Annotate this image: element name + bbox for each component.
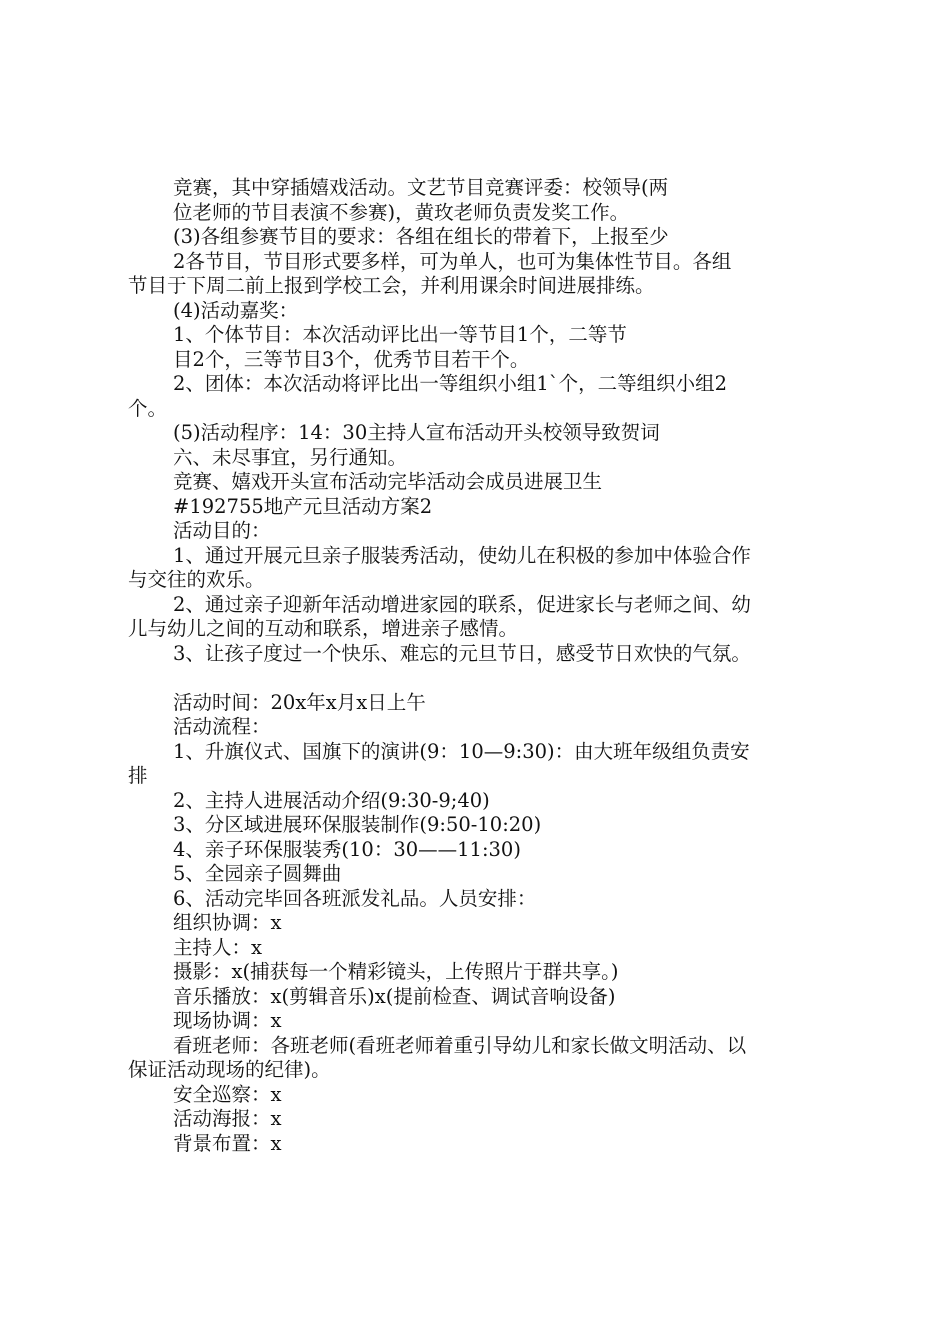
text-line: 1、个体节目：本次活动评比出一等节目1个，二等节 — [173, 323, 627, 346]
text-line: 6、活动完毕回各班派发礼品。人员安排： — [173, 886, 537, 910]
text-line: 2、团体：本次活动将评比出一等组织小组1`个，二等组织小组2 — [173, 372, 727, 395]
text-line: 摄影：x(捕获每一个精彩镜头，上传照片于群共享。) — [173, 960, 619, 983]
text-line: 竞赛、嬉戏开头宣布活动完毕活动会成员进展卫生 — [173, 470, 603, 493]
text-line: 六、未尽事宜，另行通知。 — [173, 445, 408, 469]
text-line: 看班老师：各班老师(看班老师着重引导幼儿和家长做文明活动、以 — [173, 1033, 747, 1057]
text-line: 4、亲子环保服装秀(10：30——11:30) — [173, 837, 521, 861]
text-line: 活动时间：20x年x月x日上午 — [173, 690, 426, 714]
text-line: 排 — [128, 764, 148, 787]
text-line: #192755地产元旦活动方案2 — [173, 494, 433, 518]
text-line: 5、全园亲子圆舞曲 — [173, 862, 342, 885]
text-line: 儿与幼儿之间的互动和联系，增进亲子感情。 — [128, 617, 519, 640]
blank-line — [128, 666, 838, 691]
text-line: 音乐播放：x(剪辑音乐)x(提前检查、调试音响设备) — [173, 984, 616, 1008]
text-line: 2、通过亲子迎新年活动增进家园的联系，促进家长与老师之间、幼 — [173, 592, 751, 616]
text-line: 2各节目，节目形式要多样，可为单人，也可为集体性节目。各组 — [173, 249, 732, 273]
text-line: 保证活动现场的纪律)。 — [128, 1058, 331, 1081]
text-line: 现场协调：x — [173, 1009, 282, 1032]
text-line: 位老师的节目表演不参赛)，黄玫老师负责发奖工作。 — [173, 200, 630, 224]
document-body — [128, 176, 838, 1156]
text-line: 安全巡察：x — [173, 1082, 282, 1106]
text-line: (4)活动嘉奖： — [173, 298, 299, 322]
text-line: (5)活动程序：14：30主持人宣布活动开头校领导致贺词 — [173, 421, 660, 444]
text-line: 组织协调：x — [173, 911, 282, 934]
text-line: 1、通过开展元旦亲子服装秀活动，使幼儿在积极的参加中体验合作 — [173, 543, 751, 567]
text-line: 与交往的欢乐。 — [128, 568, 265, 591]
text-line: 活动目的： — [173, 519, 271, 542]
text-line: 活动流程： — [173, 715, 271, 738]
text-line: (3)各组参赛节目的要求：各组在组长的带着下，上报至少 — [173, 225, 669, 248]
text-line: 目2个，三等节目3个，优秀节目若干个。 — [173, 347, 530, 371]
text-line: 个。 — [128, 396, 168, 420]
text-line: 主持人：x — [173, 935, 262, 959]
text-line: 活动海报：x — [173, 1107, 282, 1130]
text-line: 3、分区域进展环保服装制作(9:50-10:20) — [173, 813, 542, 836]
text-line: 竞赛，其中穿插嬉戏活动。文艺节目竞赛评委：校领导(两 — [173, 176, 669, 199]
text-line: 节目于下周二前上报到学校工会，并利用课余时间进展排练。 — [128, 274, 655, 297]
text-line: 背景布置：x — [173, 1131, 282, 1155]
text-line: 2、主持人进展活动介绍(9:30-9;40) — [173, 788, 490, 812]
text-line: 3、让孩子度过一个快乐、难忘的元旦节日，感受节日欢快的气氛。 — [173, 641, 751, 665]
text-line: 1、升旗仪式、国旗下的演讲(9：10—9:30)：由大班年级组负责安 — [173, 739, 750, 763]
